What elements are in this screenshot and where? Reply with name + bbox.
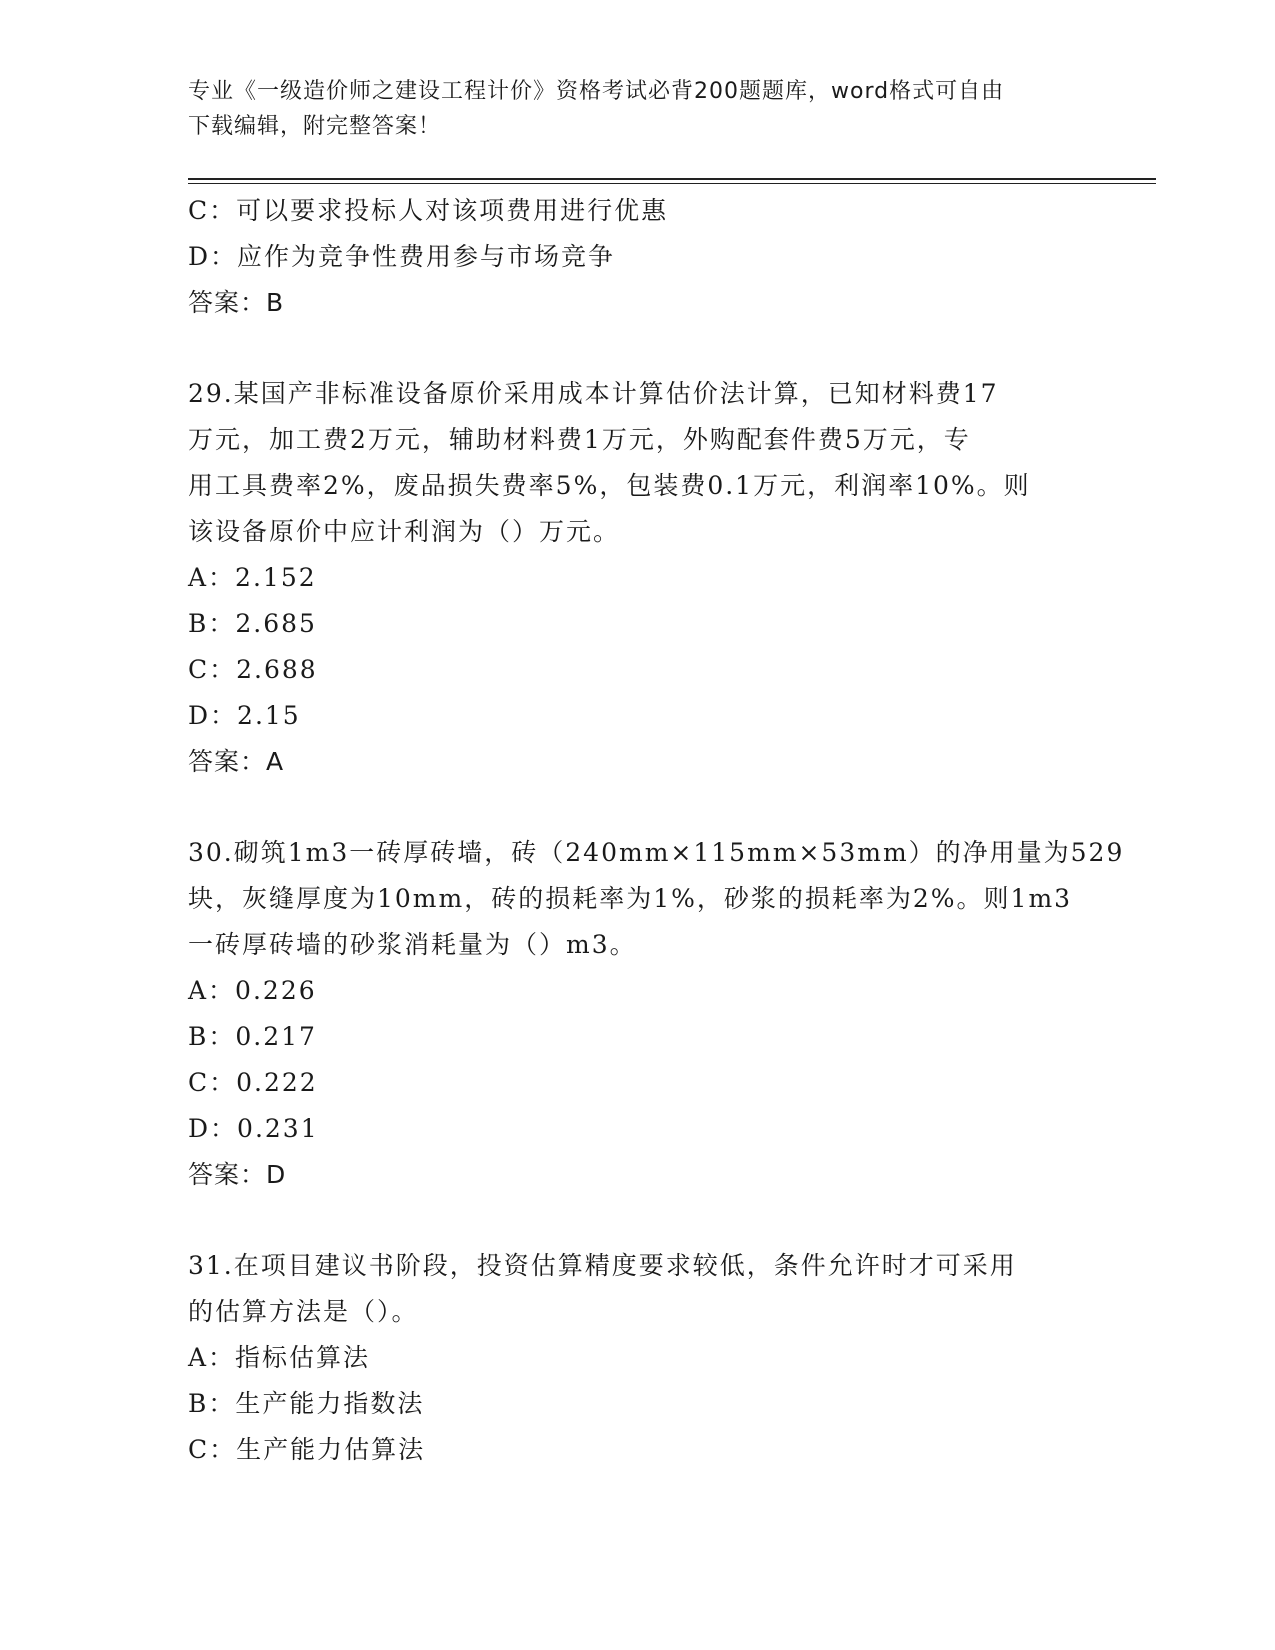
question-stem-line: 31.在项目建议书阶段，投资估算精度要求较低，条件允许时才可采用 — [188, 1251, 1017, 1280]
document-header — [188, 74, 1068, 144]
question-stem-line: 29.某国产非标准设备原价采用成本计算估价法计算，已知材料费17 — [188, 379, 999, 408]
option-c: C：0.222 — [188, 1068, 318, 1097]
option-d: D：应作为竞争性费用参与市场竞争 — [188, 242, 616, 271]
option-b: B：生产能力指数法 — [188, 1389, 425, 1418]
question-stem-line: 该设备原价中应计利润为（）万元。 — [188, 517, 621, 546]
option-c: C：生产能力估算法 — [188, 1435, 426, 1464]
option-d: D：0.231 — [188, 1114, 319, 1143]
question-29 — [188, 371, 1088, 785]
option-c: C：可以要求投标人对该项费用进行优惠 — [188, 196, 669, 225]
answer: 答案：D — [188, 1160, 287, 1189]
header-rule-thin — [188, 183, 1156, 184]
option-b: B：0.217 — [188, 1022, 317, 1051]
question-stem-line: 的估算方法是（）。 — [188, 1297, 419, 1326]
question-stem-line: 万元，加工费2万元，辅助材料费1万元，外购配套件费5万元，专 — [188, 425, 971, 454]
option-a: A：2.152 — [188, 563, 317, 592]
option-a: A：指标估算法 — [188, 1343, 371, 1372]
option-a: A：0.226 — [188, 976, 317, 1005]
option-c: C：2.688 — [188, 655, 318, 684]
question-stem-line: 用工具费率2%，废品损失费率5%，包装费0.1万元，利润率10%。则 — [188, 471, 1031, 500]
question-stem-line: 块，灰缝厚度为10mm，砖的损耗率为1%，砂浆的损耗率为2%。则1m3 — [188, 884, 1073, 913]
header-rule-thick — [188, 178, 1156, 180]
question-stem-line: 30.砌筑1m3一砖厚砖墙，砖（240mm×115mm×53mm）的净用量为529 — [188, 838, 1125, 867]
question-31 — [188, 1243, 1088, 1473]
document-body — [188, 188, 1125, 1473]
header-line-2: 下载编辑，附完整答案！ — [188, 114, 442, 139]
header-line-1: 专业《一级造价师之建设工程计价》资格考试必背200题题库，word格式可自由 — [188, 79, 1005, 104]
option-d: D：2.15 — [188, 701, 301, 730]
answer: 答案：A — [188, 747, 285, 776]
answer: 答案：B — [188, 288, 285, 317]
question-30 — [188, 830, 1125, 1198]
question-stem-line: 一砖厚砖墙的砂浆消耗量为（）m3。 — [188, 930, 637, 959]
option-b: B：2.685 — [188, 609, 317, 638]
